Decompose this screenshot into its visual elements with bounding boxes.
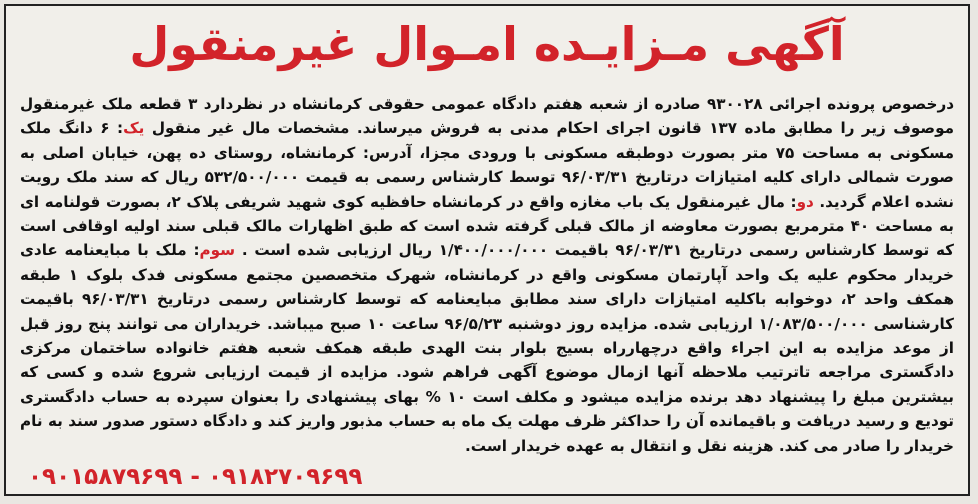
body-part-2: : ۶ دانگ ملک مسکونی به مساحت ۷۵ متر بصورت دوطبقه مسکونی با ورودی مجزا، آدرس: کرمانشاه، روستای ده پهن، خیابان اصلی به صورت شمالی دارای کلیه امتیازات درتاریخ ۹۶/۰۳/۳۱ توسط کارشناس رسمی به قیمت ۵۳۲/۵۰۰/۰۰۰ ریال که سند ملک رویت نشده اعلام گردید. <box>20 119 954 211</box>
body-part-3: : مال غیرمنقول یک باب مغازه واقع در کرمانشاه حافظیه کوی شهید شریفی پلاک ۲، بصورت قولنامه ای به مساحت ۴۰ مترمربع بصورت معاوضه از مالک قبلی گرفته شده است که طبق اظهارات مالک قبلی سند اولیه اوقافی است که توسط کارشناس رسمی درتاریخ ۹۶/۰۳/۳۱ باقیمت ۱/۴۰۰/۰۰۰/۰۰۰ ریال ارزیابی شده است . <box>20 192 954 260</box>
body-part-4: : ملک با مبایعنامه عادی خریدار محکوم علیه یک واحد آپارتمان مسکونی واقع در کرمانشاه، شهرک متخصصین مجتمع مسکونی فدک بلوک ۱ طبقه همکف واحد ۲، دوخوابه باکلیه امتیازات دارای سند مطابق مبایعنامه که توسط کارشناس رسمی درتاریخ ۹۶/۰۳/۳۱ باقیمت کارشناسی ۱/۰۸۳/۵۰۰/۰۰۰ ارزیابی شده. مزایده روز دوشنبه ۹۶/۵/۲۳ ساعت ۱۰ صبح میباشد. خریداران می توانند پنج روز قبل از موعد مزایده به این اجراء واقع درچهارراه بسیج بلوار بنت الهدی طبقه همکف شعبه هفتم خانواده ساختمان مرکزی دادگستری مراجعه تاترتیب ملاحظه آنها ازمال موضوع آگهی فراهم شود. مزایده از قیمت ارزیابی شروع شده و کسی که بیشترین مبلغ را پیشنهاد دهد برنده مزایده میشود و مکلف است ۱۰ % بهای پیشنهادی را بعنوان سپرده به حساب دادگستری تودیع و رسید دریافت و باقیمانده آن را حداکثر ظرف مهلت یک ماه به حساب مذبور واریز کند و دادگاه دستور صدور سند به نام خریدار را صادر می کند. هزینه نقل و انتقال به عهده خریدار است. <box>20 241 954 455</box>
notice-headline: آگهی مـزایـده امـوال غیرمنقول <box>129 17 845 71</box>
marker-two: دو <box>796 192 814 211</box>
marker-one: یک <box>123 119 145 138</box>
notice-frame <box>4 4 970 496</box>
contact-phones: ۰۹۰۱۵۸۷۹۶۹۹ - ۰۹۱۸۲۷۰۹۶۹۹ <box>28 464 363 490</box>
marker-three: سوم <box>199 241 236 260</box>
notice-headline-container <box>6 14 968 74</box>
notice-body <box>20 92 954 458</box>
body-part-1: درخصوص پرونده اجرائی ۹۳۰۰۲۸ صادره از شعبه هفتم دادگاه عمومی حقوقی کرمانشاه در نظردارد ۳ قطعه ملک غیرمنقول موصوف زیر را مطابق ماده ۱۳۷ قانون اجرای احکام مدنی به فروش میرساند. مشخصات مال غیر منقول <box>20 95 955 138</box>
